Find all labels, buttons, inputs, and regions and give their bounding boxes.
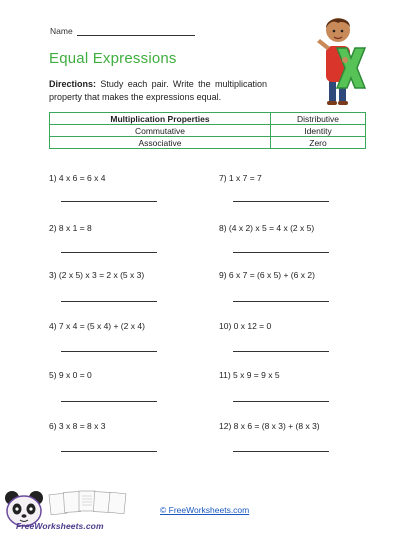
table-row (50, 113, 366, 125)
answer-line-12[interactable] (233, 451, 329, 452)
answer-line-3[interactable] (61, 301, 157, 302)
problem-9: 9) 6 x 7 = (6 x 5) + (6 x 2) (219, 270, 315, 280)
worksheet-title: Equal Expressions (49, 50, 177, 67)
boy-with-x-illustration (303, 10, 375, 108)
answer-line-2[interactable] (61, 252, 157, 253)
problem-7: 7) 1 x 7 = 7 (219, 173, 262, 183)
problem-8: 8) (4 x 2) x 5 = 4 x (2 x 5) (219, 223, 315, 233)
name-line (77, 28, 195, 36)
directions (49, 78, 267, 103)
problem-2: 2) 8 x 1 = 8 (49, 223, 92, 233)
answer-line-8[interactable] (233, 252, 329, 253)
answer-line-6[interactable] (61, 451, 157, 452)
answer-line-10[interactable] (233, 351, 329, 352)
problem-11: 11) 5 x 9 = 9 x 5 (219, 370, 280, 380)
table-cell: Associative (50, 137, 271, 149)
name-label: Name (50, 26, 73, 36)
table-row (50, 125, 366, 137)
problem-1: 1) 4 x 6 = 6 x 4 (49, 173, 106, 183)
answer-line-5[interactable] (61, 401, 157, 402)
table-cell: Identity (271, 125, 366, 137)
problem-5: 5) 9 x 0 = 0 (49, 370, 92, 380)
table-cell: Zero (271, 137, 366, 149)
answer-line-9[interactable] (233, 301, 329, 302)
footer-website-link[interactable]: © FreeWorksheets.com (160, 505, 250, 515)
problem-10: 10) 0 x 12 = 0 (219, 321, 272, 331)
table-row (50, 137, 366, 149)
problem-3: 3) (2 x 5) x 3 = 2 x (5 x 3) (49, 270, 145, 280)
answer-line-1[interactable] (61, 201, 157, 202)
table-cell: Distributive (271, 113, 366, 125)
brand-logo-text: FreeWorksheets.com (16, 521, 104, 531)
name-field (50, 26, 195, 36)
worksheet-thumbnails-icon (48, 490, 138, 516)
problem-6: 6) 3 x 8 = 8 x 3 (49, 421, 106, 431)
answer-line-4[interactable] (61, 351, 157, 352)
table-cell: Commutative (50, 125, 271, 137)
properties-table (49, 112, 366, 149)
problem-4: 4) 7 x 4 = (5 x 4) + (2 x 4) (49, 321, 145, 331)
problem-12: 12) 8 x 6 = (8 x 3) + (8 x 3) (219, 421, 320, 431)
answer-line-7[interactable] (233, 201, 329, 202)
directions-label: Directions: (49, 79, 97, 89)
directions-text: Study each pair. Write the multiplication property that makes the expressions equal. (49, 79, 267, 102)
table-header-cell: Multiplication Properties (50, 113, 271, 125)
answer-line-11[interactable] (233, 401, 329, 402)
